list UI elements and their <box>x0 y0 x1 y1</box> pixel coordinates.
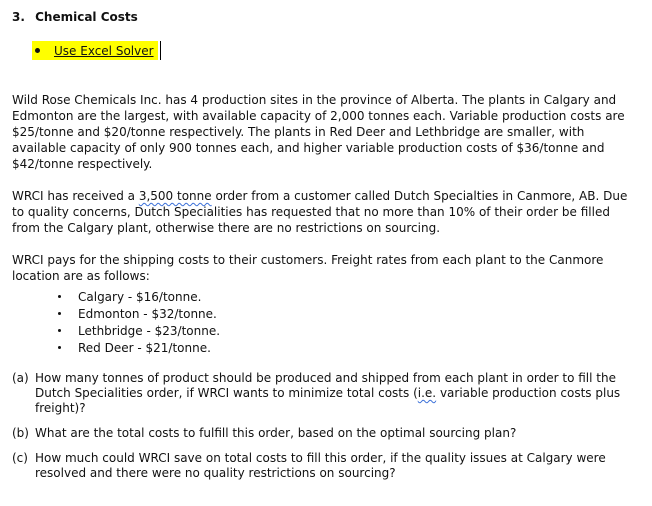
bullet-icon <box>58 329 61 332</box>
question-text: How much could WRCI save on total costs to fill this order, if the quality issues at Calgary were resolved and there were no quality restrictions on sourcing? <box>35 451 606 480</box>
question-c[interactable] <box>12 451 637 481</box>
section-title: Chemical Costs <box>35 10 138 24</box>
list-item[interactable] <box>56 339 220 356</box>
freight-rate-red-deer: Red Deer - $21/tonne. <box>78 340 211 355</box>
list-item[interactable] <box>56 305 220 322</box>
order-paragraph[interactable] <box>12 188 632 236</box>
question-a-text-start: How many tonnes of product should be produced and shipped from each plant in order to fill the Dutch Specialities order, if WRCI wants to minimize total costs ( <box>35 371 616 400</box>
spellcheck-flagged-text[interactable]: i.e. <box>417 386 437 400</box>
list-item[interactable] <box>56 322 220 339</box>
question-b[interactable] <box>12 426 637 441</box>
question-label: (a) <box>12 371 29 385</box>
question-text <box>35 371 637 416</box>
section-number: 3. <box>12 10 25 24</box>
question-a-text-end: variable production costs plus freight)? <box>35 386 621 415</box>
spellcheck-flagged-text[interactable]: 3,500 tonne <box>138 189 212 203</box>
list-item[interactable] <box>56 288 220 305</box>
question-text: What are the total costs to fulfill this order, based on the optimal sourcing plan? <box>35 426 517 440</box>
question-label: (c) <box>12 451 28 465</box>
freight-rate-calgary: Calgary - $16/tonne. <box>78 289 202 304</box>
bullet-icon <box>58 295 61 298</box>
order-text-start: WRCI has received a <box>12 189 139 203</box>
order-text-end: order from a customer called Dutch Specialties in Canmore, AB. Due to quality concerns, Dutch Specialities has requested that no more than 10% of their order be filled from the Calgary plant, otherwise there are no restrictions on sourcing. <box>12 189 628 235</box>
instruction-bullet[interactable] <box>32 41 158 60</box>
bullet-icon <box>58 346 61 349</box>
freight-paragraph[interactable]: WRCI pays for the shipping costs to their customers. Freight rates from each plant to the Canmore location are as follows: <box>12 253 604 283</box>
question-a[interactable] <box>12 371 637 416</box>
intro-paragraph[interactable]: Wild Rose Chemicals Inc. has 4 production sites in the province of Alberta. The plants in Calgary and Edmonton are the largest, with available capacity of 2,000 tonnes each. Variable production costs are $25/tonne and $20/tonne respectively. The plants in Red Deer and Lethbridge are smaller, with available capacity of only 900 tonnes each, and higher variable production costs of $36/tonne and $42/tonne respectively. <box>12 93 625 171</box>
bullet-icon <box>58 312 61 315</box>
section-heading <box>12 9 138 25</box>
freight-rate-edmonton: Edmonton - $32/tonne. <box>78 306 217 321</box>
freight-rate-lethbridge: Lethbridge - $23/tonne. <box>78 323 221 338</box>
freight-rate-list <box>56 288 220 356</box>
instruction-text[interactable]: Use Excel Solver <box>54 43 154 58</box>
bullet-icon <box>35 48 40 53</box>
text-cursor <box>160 41 161 60</box>
question-label: (b) <box>12 426 29 440</box>
